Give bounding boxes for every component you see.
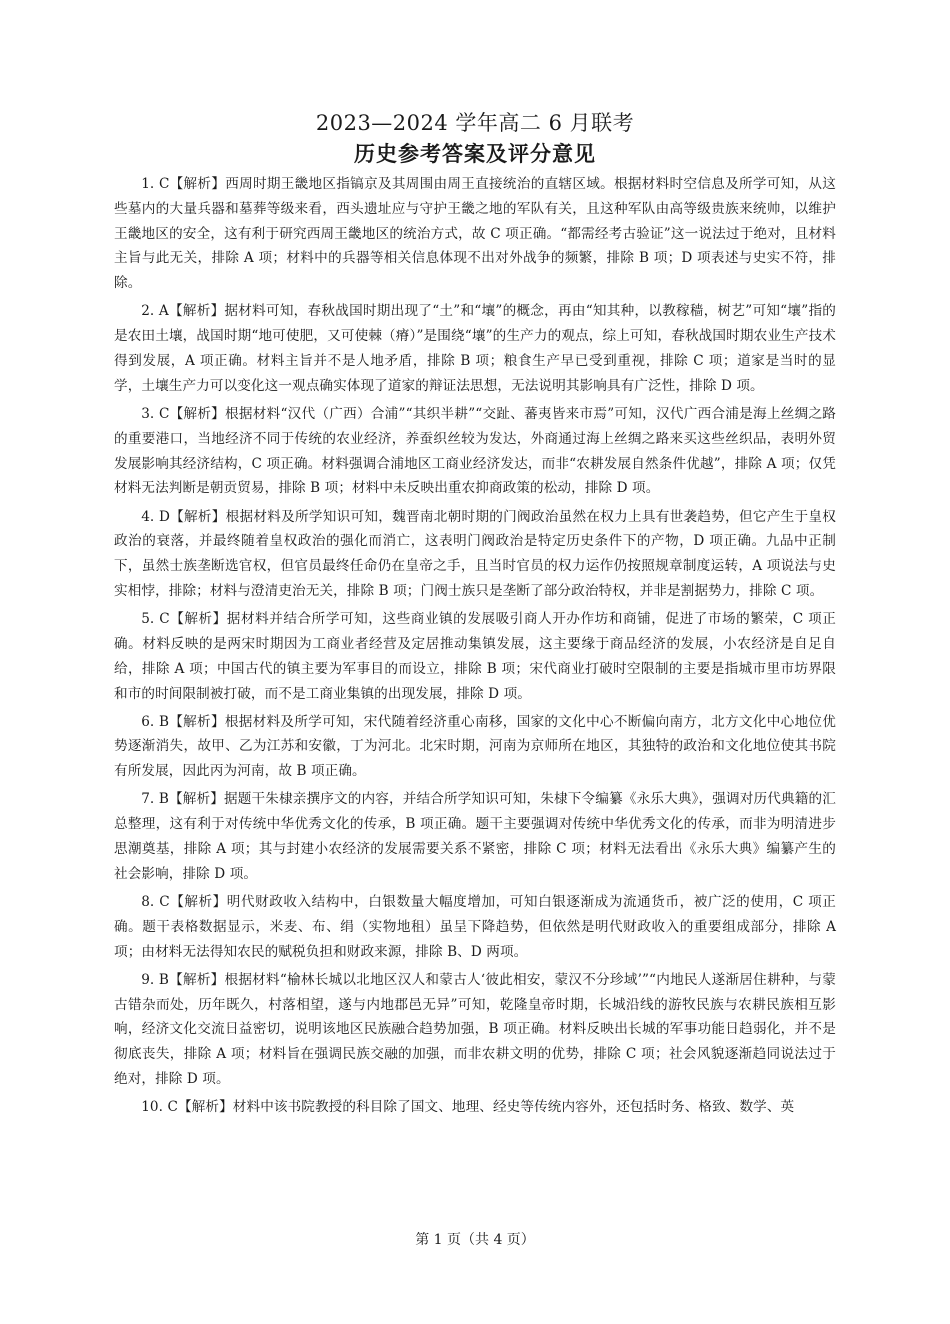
answer-item-10: 10. C【解析】材料中该书院教授的科目除了国文、地理、经史等传统内容外，还包括时务、格致、数学、英 [141, 1099, 795, 1116]
answer-sheet-page [114, 108, 836, 1123]
answer-item-6: 6. B【解析】根据材料及所学可知，宋代随着经济重心南移，国家的文化中心不断偏向南方，北方文化中心地位优势逐渐消失，故甲、乙为江苏和安徽，丁为河北。北宋时期，河南为京师所在地区，其独特的政治和文化地位使其书院有所发展，因此丙为河南，故 B 项正确。 [114, 713, 836, 780]
answer-item-5: 5. C【解析】据材料并结合所学可知，这些商业镇的发展吸引商人开办作坊和商铺，促进了市场的繁荣，C 项正确。材料反映的是两宋时期因为工商业者经营及定居推动集镇发展，这主要缘于商品经济的发展，小农经济是自足自给，排除 A 项；中国古代的镇主要为军事目的而设立，排除 B 项；宋代商业打破时空限制的主要是指城市里市坊界限和市的时间限制被打破，而不是工商业集镇的出现发展，排除 D 项。 [114, 611, 836, 702]
page-number-footer: 第 1 页（共 4 页） [415, 1232, 535, 1248]
page-title: 2023—2024 学年高二 6 月联考 [315, 111, 635, 135]
page-subtitle: 历史参考答案及评分意见 [354, 141, 596, 166]
answer-item-8: 8. C【解析】明代财政收入结构中，白银数量大幅度增加，可知白银逐渐成为流通货币，被广泛的使用，C 项正确。题干表格数据显示，米麦、布、绢（实物地租）虽呈下降趋势，但依然是明代财政收入的重要组成部分，排除 A 项；由材料无法得知农民的赋税负担和财政来源，排除 B、D 两项。 [114, 894, 836, 960]
answer-item-2: 2. A【解析】据材料可知，春秋战国时期出现了“土”和“壤”的概念，再由“知其种，以教稼穑，树艺”可知“壤”指的是农田土壤，战国时期“地可使肥，又可使棘（瘠）”是围绕“壤”的生产力的观点，综上可知，春秋战国时期农业生产技术得到发展，A 项正确。材料主旨并不是人地矛盾，排除 B 项；粮食生产早已受到重视，排除 C 项；道家是当时的显学，土壤生产力可以变化这一观点确实体现了道家的辩证法思想，无法说明其影响具有广泛性，排除 D 项。 [114, 303, 836, 394]
answer-item-3: 3. C【解析】根据材料“汉代（广西）合浦”“其织半耕”“交趾、蕃夷皆来市焉”可知，汉代广西合浦是海上丝绸之路的重要港口，当地经济不同于传统的农业经济，养蚕织丝较为发达，外商通过海上丝绸之路来买这些丝织品，表明外贸发展影响其经济结构，C 项正确。材料强调合浦地区工商业经济发达，而非“农耕发展自然条件优越”，排除 A 项；仅凭材料无法判断是朝贡贸易，排除 B 项；材料中未反映出重农抑商政策的松动，排除 D 项。 [114, 405, 836, 497]
answer-item-1: 1. C【解析】西周时期王畿地区指镐京及其周围由周王直接统治的直辖区域。根据材料时空信息及所学可知，从这些墓内的大量兵器和墓葬等级来看，西头遗址应与守护王畿之地的军队有关，且这种军队由高等级贵族来统帅，以维护王畿地区的安全，这有利于研究西周王畿地区的统治方式，故 C 项正确。“都需经考古验证”这一说法过于绝对，且材料主旨与此无关，排除 A 项；材料中的兵器等相关信息体现不出对外战争的频繁，排除 B 项；D 项表述与史实不符，排除。 [114, 176, 836, 292]
answer-item-7: 7. B【解析】据题干朱棣亲撰序文的内容，并结合所学知识可知，朱棣下令编纂《永乐大典》，强调对历代典籍的汇总整理，这有利于对传统中华优秀文化的传承，B 项正确。题干主要强调对传统中华优秀文化的传承，而非为明清进步思潮奠基，排除 A 项；其与封建小农经济的发展需要关系不紧密，排除 C 项；材料无法看出《永乐大典》编纂产生的社会影响，排除 D 项。 [114, 791, 836, 882]
answer-item-4: 4. D【解析】根据材料及所学知识可知，魏晋南北朝时期的门阀政治虽然在权力上具有世袭趋势，但它产生于皇权政治的衰落，并最终随着皇权政治的强化而消亡，这表明门阀政治是特定历史条件下的产物，D 项正确。九品中正制下，虽然士族垄断选官权，但官员最终任命仍在皇帝之手，且当时官员的权力运作仍按照规章制度运转，A 项说法与史实相悖，排除；材料与澄清吏治无关，排除 B 项；门阀士族只是垄断了部分政治特权，并非是割据势力，排除 C 项。 [114, 508, 836, 599]
answer-item-9: 9. B【解析】根据材料“榆林长城以北地区汉人和蒙古人‘彼此相安，蒙汉不分珍域’”“内地民人遂渐居住耕种，与蒙古错杂而处，历年既久，村落相望，遂与内地郡邑无异”可知，乾隆皇帝时期，长城沿线的游牧民族与农耕民族相互影响，经济文化交流日益密切，说明该地区民族融合趋势加强，B 项正确。材料反映出长城的军事功能日趋弱化，并不是彻底丧失，排除 A 项；材料旨在强调民族交融的加强，而非农耕文明的优势，排除 C 项；社会风貌逐渐趋同说法过于绝对，排除 D 项。 [114, 971, 836, 1088]
